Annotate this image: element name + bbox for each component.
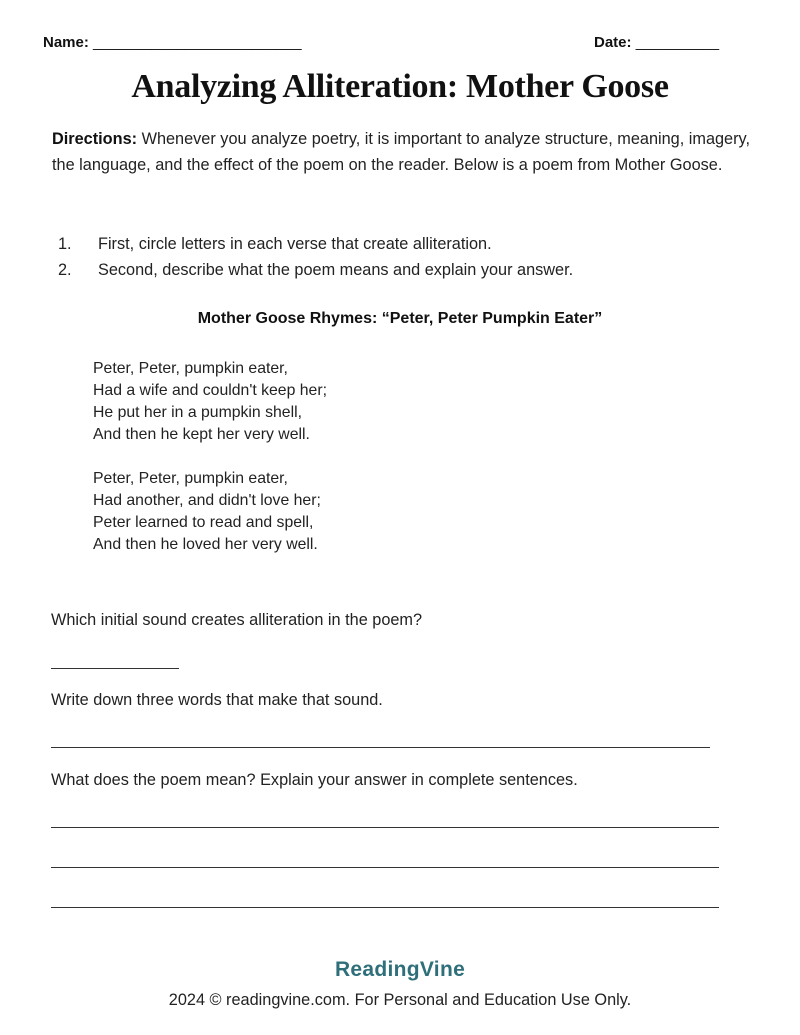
step-number: 2. — [58, 261, 72, 279]
date-label: Date: — [594, 34, 632, 51]
poem-line: Had a wife and couldn't keep her; — [93, 382, 327, 399]
step-item — [58, 231, 758, 257]
date-line[interactable]: __________ — [635, 34, 720, 51]
poem-line: Peter learned to read and spell, — [93, 514, 314, 531]
step-item — [58, 257, 758, 283]
answer-line-3b[interactable] — [51, 867, 719, 868]
directions-text: Whenever you analyze poetry, it is important to analyze structure, meaning, imagery, the language, and the effect of the poem on the reader. Below is a poem from Mother Goose. — [52, 130, 750, 174]
step-text: First, circle letters in each verse that create alliteration. — [98, 235, 492, 253]
poem-stanza-1 — [93, 358, 327, 446]
step-text: Second, describe what the poem means and explain your answer. — [98, 261, 574, 279]
poem-stanza-2 — [93, 468, 321, 556]
poem-line: And then he loved her very well. — [93, 536, 318, 553]
poem-line: Had another, and didn't love her; — [93, 492, 321, 509]
poem-title: Mother Goose Rhymes: “Peter, Peter Pumpkin Eater” — [197, 310, 603, 327]
answer-line-2[interactable] — [51, 747, 710, 748]
page-title: Analyzing Alliteration: Mother Goose — [131, 68, 669, 105]
brand-logo: ReadingVine — [334, 958, 466, 981]
copyright-text: 2024 © readingvine.com. For Personal and Education Use Only. — [168, 991, 632, 1009]
answer-line-1[interactable] — [51, 668, 179, 669]
poem-line: Peter, Peter, pumpkin eater, — [93, 470, 288, 487]
step-number: 1. — [58, 235, 72, 253]
date-field[interactable] — [594, 34, 719, 51]
answer-line-3c[interactable] — [51, 907, 719, 908]
question-3: What does the poem mean? Explain your answer in complete sentences. — [51, 771, 578, 789]
name-line[interactable]: _________________________ — [93, 34, 302, 51]
poem-line: And then he kept her very well. — [93, 426, 310, 443]
question-2: Write down three words that make that sound. — [51, 691, 383, 709]
answer-line-3a[interactable] — [51, 827, 719, 828]
poem-line: He put her in a pumpkin shell, — [93, 404, 302, 421]
name-label: Name: — [43, 34, 89, 51]
directions — [52, 126, 768, 178]
poem-line: Peter, Peter, pumpkin eater, — [93, 360, 288, 377]
question-1: Which initial sound creates alliteration in the poem? — [51, 611, 423, 629]
directions-label: Directions: — [52, 130, 138, 148]
name-field[interactable] — [43, 34, 302, 51]
